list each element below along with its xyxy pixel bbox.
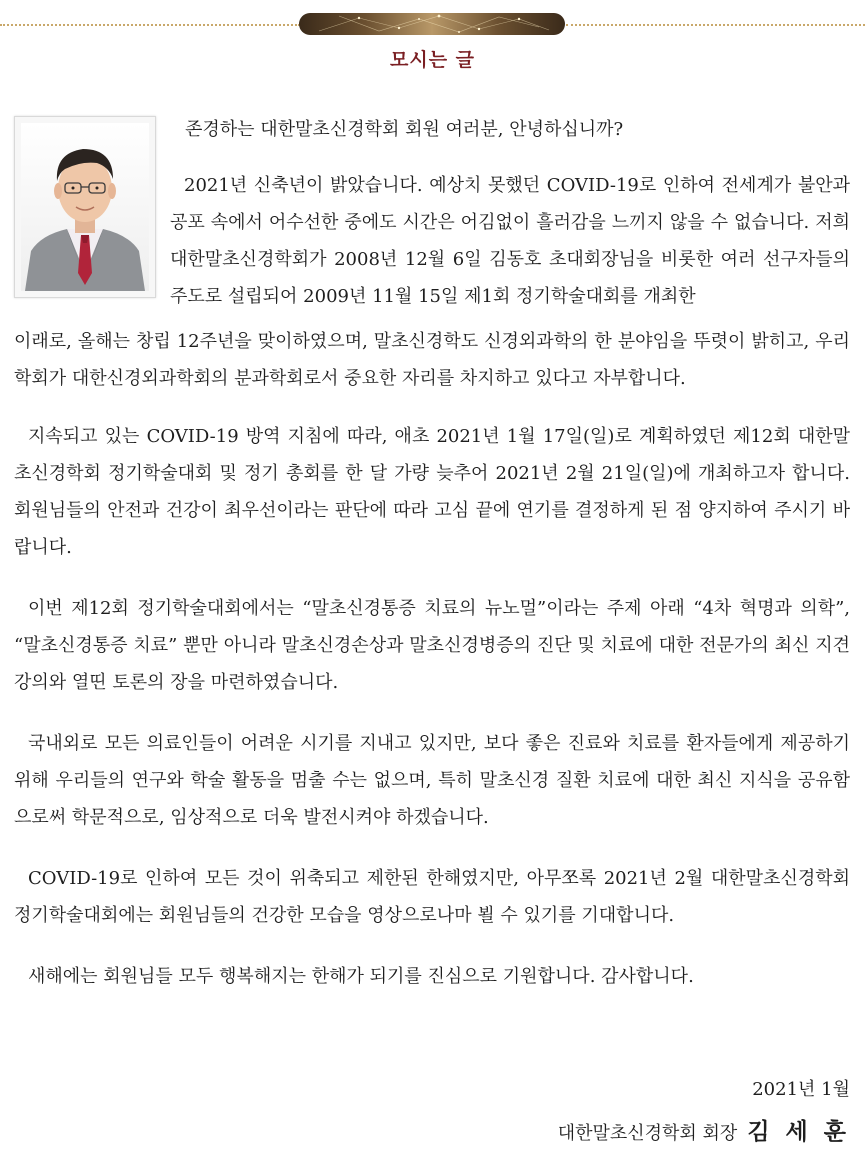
paragraph-2 (14, 418, 850, 566)
president-photo (14, 116, 156, 298)
paragraph-1-part-1-text: 2021년 신축년이 밝았습니다. 예상치 못했던 COVID-19로 인하여 전세계가 불안과 공포 속에서 어수선한 중에도 시간은 어김없이 흘러감을 느끼지 않을 수 없습니다. 저희 대한말초신경학회가 2008년 12월 6일 김동호 초대회장님을 비롯한 여러 선구자들의 주도로 설립되어 2009년 11월 15일 제1회 정기학술대회를 개최한 (170, 175, 850, 307)
paragraph-5-text: COVID-19로 인하여 모든 것이 위축되고 제한된 한해였지만, 아무쪼록 2021년 2월 대한말초신경학회 정기학술대회에는 회원님들의 건강한 모습을 영상으로나마 뵐 수 있기를 기대합니다. (14, 868, 850, 926)
letter-date: 2021년 1월 (752, 1079, 850, 1100)
paragraph-1-part-2: 이래로, 올해는 창립 12주년을 맞이하였으며, 말초신경학도 신경외과학의 한 분야임을 뚜렷이 밝히고, 우리 학회가 대한신경외과학회의 분과학회로서 중요한 자리를 차지하고 있다고 자부합니다. (14, 331, 850, 389)
paragraph-4 (14, 725, 850, 836)
paragraph-1-part-1 (170, 167, 850, 315)
greeting-line: 존경하는 대한말초신경학회 회원 여러분, 안녕하십니까? (185, 119, 624, 140)
paragraph-6 (14, 958, 850, 995)
paragraph-3-text: 이번 제12회 정기학술대회에서는 “말초신경통증 치료의 뉴노멀”이라는 주제 아래 “4차 혁명과 의학”, “말초신경통증 치료” 뿐만 아니라 말초신경손상과 말초신경병증의 진단 및 치료에 대한 전문가의 최신 지견 강의와 열띤 토론의 장을 마련하였습니다. (14, 598, 850, 693)
paragraph-2-text: 지속되고 있는 COVID-19 방역 지침에 따라, 애초 2021년 1월 17일(일)로 계획하였던 제12회 대한말초신경학회 정기학술대회 및 정기 총회를 한 달 가량 늦추어 2021년 2월 21일(일)에 개최하고자 합니다. 회원님들의 안전과 건강이 최우선이라는 판단에 따라 고심 끝에 연기를 결정하게 된 점 양지하여 주시기 바랍니다. (14, 426, 850, 558)
signature-block (558, 1113, 850, 1146)
page-title: 모시는 글 (389, 49, 476, 71)
header-banner-decoration (299, 13, 565, 35)
paragraph-3 (14, 590, 850, 701)
header-dotted-line-right (566, 24, 865, 26)
paragraph-6-text: 새해에는 회원님들 모두 행복해지는 한해가 되기를 진심으로 기원합니다. 감사합니다. (28, 966, 694, 987)
paragraph-5 (14, 860, 850, 934)
portrait-image (21, 123, 149, 291)
signature-name: 김 세 훈 (747, 1118, 850, 1145)
header-dotted-line-left (0, 24, 300, 26)
signature-role: 대한말초신경학회 회장 (557, 1123, 738, 1144)
paragraph-4-text: 국내외로 모든 의료인들이 어려운 시기를 지내고 있지만, 보다 좋은 진료와 치료를 환자들에게 제공하기 위해 우리들의 연구와 학술 활동을 멈출 수는 없으며, 특히 말초신경 질환 치료에 대한 최신 지식을 공유함으로써 학문적으로, 임상적으로 더욱 발전시켜야 하겠습니다. (14, 733, 850, 828)
